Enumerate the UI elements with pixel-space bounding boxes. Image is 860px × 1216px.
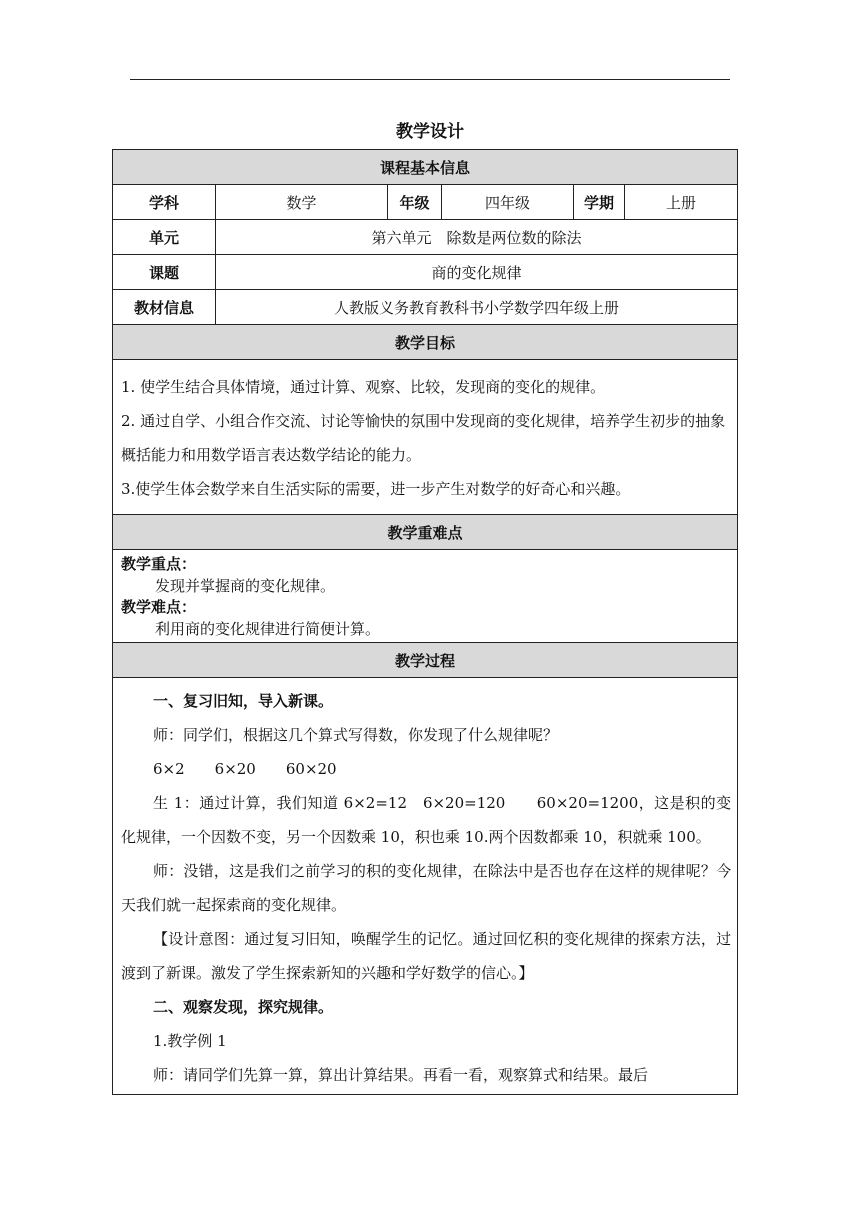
term-label: 学期 <box>574 185 625 220</box>
process-content <box>113 678 738 1095</box>
goal-item: 2. 通过自学、小组合作交流、讨论等愉快的氛围中发现商的变化规律，培养学生初步的抽象概括能力和用数学语言表达数学结论的能力。 <box>121 412 726 464</box>
focus-label: 教学重点： <box>121 555 197 573</box>
subject-value: 数学 <box>216 185 388 220</box>
topic-value: 商的变化规律 <box>216 255 738 290</box>
difficulty-label: 教学难点： <box>121 598 197 616</box>
section-goals: 教学目标 <box>113 325 738 360</box>
term-value: 上册 <box>625 185 738 220</box>
page-title: 教学设计 <box>396 122 464 142</box>
process-paragraph: 6×2 6×20 60×20 <box>153 760 337 778</box>
section-process: 教学过程 <box>113 643 738 678</box>
process-heading: 一、复习旧知，导入新课。 <box>153 692 334 710</box>
process-paragraph: 1.教学例 1 <box>153 1032 227 1050</box>
goal-item: 1. 使学生结合具体情境，通过计算、观察、比较，发现商的变化的规律。 <box>121 378 606 396</box>
grade-value: 四年级 <box>442 185 574 220</box>
focus-text: 发现并掌握商的变化规律。 <box>155 577 336 595</box>
process-paragraph: 生 1：通过计算，我们知道 6×2=12 6×20=120 60×20=1200，这是积的变化规律，一个因数不变，另一个因数乘 10，积也乘 10.两个因数都乘 10，积就乘 100。 <box>121 794 732 846</box>
process-paragraph: 【设计意图：通过复习旧知，唤醒学生的记忆。通过回忆积的变化规律的探索方法，过渡到了新课。激发了学生探索新知的兴趣和学好数学的信心。】 <box>121 930 732 982</box>
textbook-label: 教材信息 <box>113 290 216 325</box>
key-points-content <box>113 550 738 643</box>
section-key-points: 教学重难点 <box>113 515 738 550</box>
grade-label: 年级 <box>388 185 442 220</box>
header-rule <box>130 79 730 80</box>
subject-label: 学科 <box>113 185 216 220</box>
goal-item: 3.使学生体会数学来自生活实际的需要，进一步产生对数学的好奇心和兴趣。 <box>121 480 631 498</box>
textbook-value: 人教版义务教育教科书小学数学四年级上册 <box>216 290 738 325</box>
process-paragraph: 师：没错，这是我们之前学习的积的变化规律，在除法中是否也存在这样的规律呢？今天我们就一起探索商的变化规律。 <box>121 862 732 914</box>
goals-content <box>113 360 738 515</box>
process-paragraph: 师：同学们，根据这几个算式写得数，你发现了什么规律呢？ <box>153 726 559 744</box>
section-basic-info: 课程基本信息 <box>113 150 738 185</box>
unit-value: 第六单元 除数是两位数的除法 <box>216 220 738 255</box>
unit-label: 单元 <box>113 220 216 255</box>
topic-label: 课题 <box>113 255 216 290</box>
process-heading: 二、观察发现，探究规律。 <box>153 998 334 1016</box>
lesson-plan-table <box>112 149 738 1095</box>
difficulty-text: 利用商的变化规律进行简便计算。 <box>155 620 381 638</box>
process-paragraph: 师：请同学们先算一算，算出计算结果。再看一看，观察算式和结果。最后 <box>153 1066 649 1084</box>
